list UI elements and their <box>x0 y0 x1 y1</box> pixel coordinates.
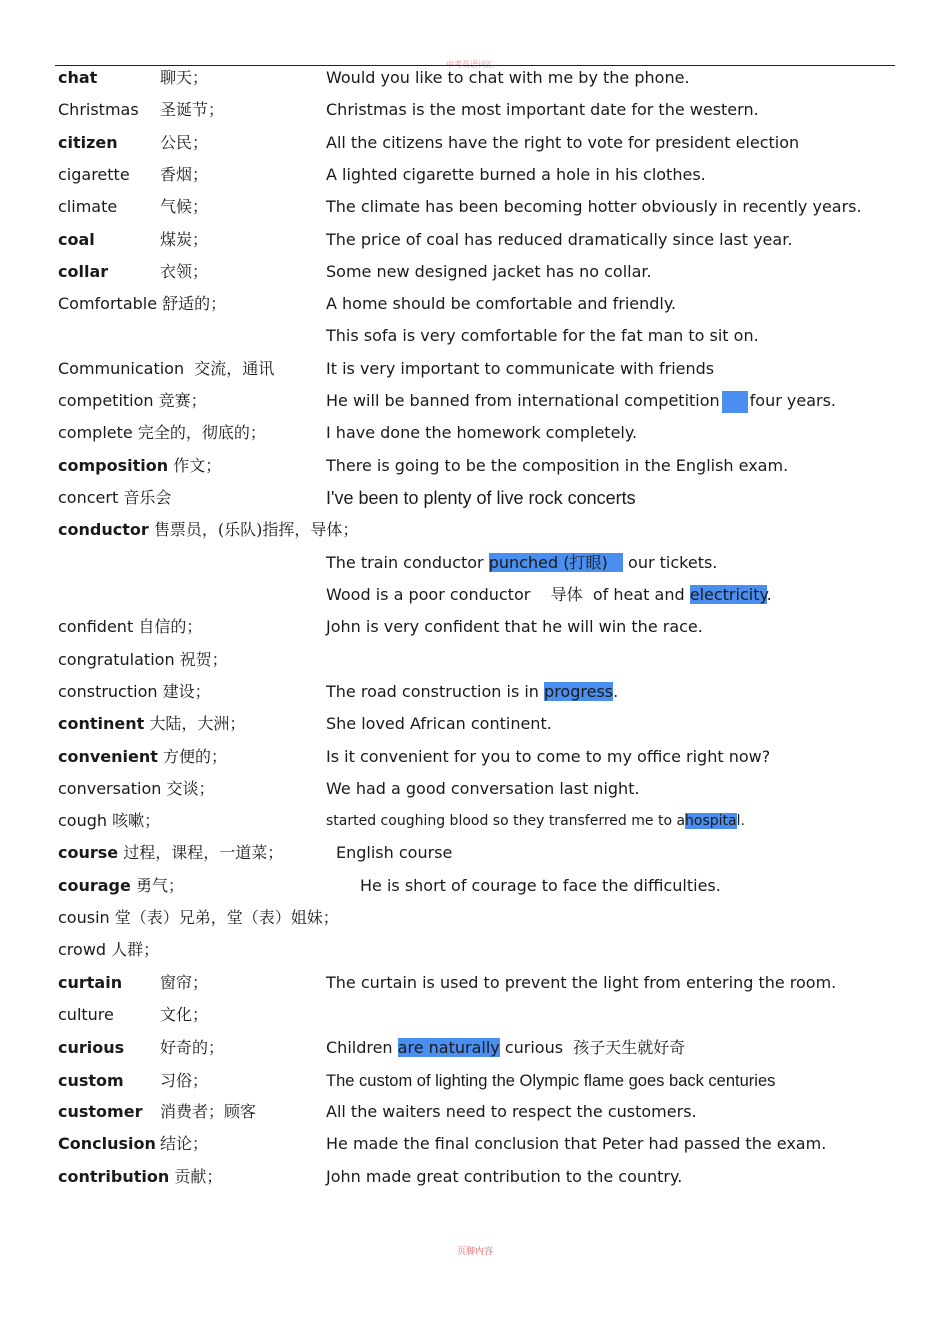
highlight-phrase: electricity <box>689 585 767 604</box>
vocab-row-crowd <box>0 938 950 962</box>
vocab-meaning: 圣诞节； <box>160 100 225 119</box>
vocab-row-curtain <box>0 971 950 995</box>
vocab-word-text: cousin <box>58 908 110 927</box>
vocab-row-comfortable-extra <box>0 324 950 348</box>
example-sentence <box>326 680 618 704</box>
example-sentence: There is going to be the composition in the English exam. <box>326 456 789 475</box>
sentence-part: He will be banned from international competition <box>326 391 720 410</box>
vocab-word <box>58 680 211 704</box>
vocab-word-text: continent <box>58 714 145 733</box>
sentence-part: The train conductor <box>326 553 484 572</box>
vocab-row-customer <box>0 1100 950 1124</box>
vocab-meaning: 窗帘； <box>160 973 209 992</box>
vocab-word <box>58 777 215 801</box>
vocab-row-curious <box>0 1036 950 1060</box>
sentence-part: . <box>613 682 619 701</box>
example-sentence: She loved African continent. <box>326 714 552 733</box>
vocab-meaning: 交谈； <box>166 779 215 798</box>
vocab-word: climate <box>58 197 118 216</box>
vocab-row-competition <box>0 389 950 413</box>
vocab-meaning: 交流，通讯 <box>194 359 275 378</box>
highlight-phrase: hospita <box>685 813 737 829</box>
vocab-word <box>58 745 227 769</box>
highlight-blank <box>722 391 748 413</box>
example-sentence: All the waiters need to respect the customers. <box>326 1102 697 1121</box>
vocab-word <box>58 389 207 413</box>
vocab-word: Christmas <box>58 100 139 119</box>
vocab-row-custom <box>0 1069 950 1093</box>
example-sentence: He made the final conclusion that Peter had passed the exam. <box>326 1134 827 1153</box>
vocab-meaning: 自信的； <box>138 617 203 636</box>
example-sentence: The climate has been becoming hotter obviously in recently years. <box>326 197 862 216</box>
vocab-word: curious <box>58 1038 125 1057</box>
vocab-row-continent <box>0 712 950 736</box>
vocab-word: culture <box>58 1005 114 1024</box>
sentence-part: . <box>766 585 772 604</box>
example-sentence: The curtain is used to prevent the light from entering the room. <box>326 973 837 992</box>
vocab-meaning: 售票员，(乐队)指挥，导体； <box>153 520 359 539</box>
vocab-word-text: congratulation <box>58 650 175 669</box>
vocab-word-text: composition <box>58 456 169 475</box>
page-footer: 页脚内容 <box>456 1247 493 1257</box>
vocab-word <box>58 938 159 962</box>
vocab-row-concert <box>0 486 950 510</box>
vocab-row-cigarette <box>0 163 950 187</box>
example-sentence <box>326 551 717 575</box>
example-sentence <box>326 1036 685 1060</box>
vocab-word-text: Communication <box>58 359 185 378</box>
vocab-row-chat <box>0 66 950 90</box>
vocab-meaning: 衣领； <box>160 262 209 281</box>
vocab-word: collar <box>58 262 109 281</box>
vocab-row-conductor <box>0 518 950 542</box>
vocab-word-text: Comfortable <box>58 294 158 313</box>
vocab-row-conversation <box>0 777 950 801</box>
vocab-row-courage <box>0 874 950 898</box>
vocab-meaning: 习俗； <box>160 1071 209 1090</box>
vocab-row-cough <box>0 809 950 833</box>
vocab-word-text: conversation <box>58 779 162 798</box>
example-sentence: Would you like to chat with me by the phone. <box>326 68 690 87</box>
header-watermark: 中考英语词汇 <box>446 60 494 69</box>
example-sentence: John is very confident that he will win the race. <box>326 617 703 636</box>
vocab-word-text: construction <box>58 682 158 701</box>
sentence-cn: 导体 <box>550 585 583 604</box>
vocab-word-text: conductor <box>58 520 149 539</box>
highlight-phrase: are naturally <box>397 1038 500 1057</box>
vocab-word: chat <box>58 68 98 87</box>
vocab-word <box>58 518 358 542</box>
highlight-phrase: progress <box>544 682 614 701</box>
example-sentence: We had a good conversation last night. <box>326 779 640 798</box>
vocab-row-communication <box>0 357 950 381</box>
vocab-meaning: 文化； <box>160 1005 209 1024</box>
vocab-row-conductor-ex1 <box>0 551 950 575</box>
vocab-meaning: 结论； <box>160 1134 209 1153</box>
example-sentence <box>326 583 772 607</box>
vocab-word-text: contribution <box>58 1167 170 1186</box>
highlight-text: punched (打眼) <box>488 553 608 572</box>
vocab-meaning: 公民； <box>160 133 209 152</box>
vocab-word-text: confident <box>58 617 134 636</box>
highlight-phrase <box>489 553 623 572</box>
vocab-meaning: 祝贺； <box>179 650 228 669</box>
sentence-part: four years. <box>749 391 837 410</box>
vocab-meaning: 作文； <box>173 456 222 475</box>
vocab-row-course <box>0 841 950 865</box>
vocab-word <box>58 648 228 672</box>
vocab-word <box>58 357 274 381</box>
vocab-meaning: 建设； <box>162 682 211 701</box>
vocab-word: Conclusion <box>58 1134 156 1153</box>
vocab-word <box>58 841 283 865</box>
vocab-word <box>58 454 221 478</box>
vocab-word-text: course <box>58 843 119 862</box>
example-sentence: It is very important to communicate with friends <box>326 359 715 378</box>
example-sentence: John made great contribution to the country. <box>326 1167 683 1186</box>
vocab-word-text: courage <box>58 876 131 895</box>
vocab-meaning: 煤炭； <box>160 230 209 249</box>
example-sentence <box>326 389 836 413</box>
vocab-word: customer <box>58 1102 143 1121</box>
vocab-row-culture <box>0 1003 950 1027</box>
vocab-meaning: 好奇的； <box>160 1038 225 1057</box>
vocab-meaning: 气候； <box>160 197 209 216</box>
vocab-word <box>58 421 266 445</box>
vocab-word: coal <box>58 230 95 249</box>
vocab-meaning: 香烟； <box>160 165 209 184</box>
vocab-word <box>58 906 339 930</box>
sentence-part: Wood is a poor conductor <box>326 585 531 604</box>
vocab-row-congratulation <box>0 648 950 672</box>
example-sentence: English course <box>336 843 453 862</box>
sentence-part: curious <box>504 1038 564 1057</box>
vocab-row-conductor-ex2 <box>0 583 950 607</box>
vocab-meaning: 贡献； <box>174 1167 223 1186</box>
vocab-meaning: 勇气； <box>135 876 184 895</box>
example-sentence: The price of coal has reduced dramatically since last year. <box>326 230 793 249</box>
vocab-word-text: complete <box>58 423 133 442</box>
example-sentence: He is short of courage to face the difficulties. <box>360 876 721 895</box>
vocab-row-composition <box>0 454 950 478</box>
vocab-row-christmas <box>0 98 950 122</box>
vocab-word <box>58 712 245 736</box>
vocab-word <box>58 1165 222 1189</box>
example-sentence: All the citizens have the right to vote for president election <box>326 133 800 152</box>
vocab-meaning: 人群； <box>111 940 160 959</box>
vocab-row-climate <box>0 195 950 219</box>
vocab-word-text: cough <box>58 811 108 830</box>
vocab-row-comfortable <box>0 292 950 316</box>
vocab-word <box>58 615 202 639</box>
vocab-row-cousin <box>0 906 950 930</box>
vocab-word: citizen <box>58 133 118 152</box>
sentence-part: our tickets. <box>628 553 718 572</box>
vocab-word-text: concert <box>58 488 119 507</box>
vocab-meaning: 竞赛； <box>158 391 207 410</box>
vocab-meaning: 消费者；顾客 <box>160 1102 257 1121</box>
vocab-word-text: crowd <box>58 940 107 959</box>
vocab-word: cigarette <box>58 165 130 184</box>
sentence-part: Children <box>326 1038 393 1057</box>
vocab-row-confident <box>0 615 950 639</box>
vocab-meaning: 聊天； <box>160 68 209 87</box>
vocab-row-contribution <box>0 1165 950 1189</box>
vocab-word-text: convenient <box>58 747 158 766</box>
example-sentence: I have done the homework completely. <box>326 423 638 442</box>
vocab-row-construction <box>0 680 950 704</box>
vocab-meaning: 咳嗽； <box>112 811 161 830</box>
vocab-meaning: 方便的； <box>163 747 228 766</box>
vocab-word <box>58 486 171 510</box>
vocab-row-citizen <box>0 131 950 155</box>
vocab-meaning: 堂（表）兄弟，堂（表）姐妹； <box>114 908 339 927</box>
vocab-row-conclusion <box>0 1132 950 1156</box>
vocab-meaning: 音乐会 <box>123 488 172 507</box>
example-sentence: I've been to plenty of live rock concerts <box>326 488 636 508</box>
sentence-part: The road construction is in <box>326 682 539 701</box>
example-sentence: A home should be comfortable and friendly. <box>326 294 677 313</box>
example-sentence: Is it convenient for you to come to my office right now? <box>326 747 771 766</box>
vocab-row-coal <box>0 228 950 252</box>
vocab-meaning: 完全的，彻底的； <box>137 423 266 442</box>
example-sentence: Some new designed jacket has no collar. <box>326 262 652 281</box>
vocab-word-text: competition <box>58 391 154 410</box>
vocab-row-collar <box>0 260 950 284</box>
vocab-row-convenient <box>0 745 950 769</box>
vocab-word <box>58 809 160 833</box>
vocab-meaning: 过程，课程，一道菜； <box>123 843 284 862</box>
sentence-cn: 孩子天生就好奇 <box>573 1038 686 1057</box>
example-sentence: A lighted cigarette burned a hole in his clothes. <box>326 165 706 184</box>
example-sentence: The custom of lighting the Olympic flame goes back centuries <box>326 1072 776 1090</box>
vocab-row-complete <box>0 421 950 445</box>
vocab-word: custom <box>58 1071 124 1090</box>
sentence-part: l. <box>736 813 745 829</box>
vocab-meaning: 大陆，大洲； <box>149 714 246 733</box>
example-sentence: Christmas is the most important date for the western. <box>326 100 759 119</box>
sentence-part: of heat and <box>592 585 685 604</box>
example-sentence: This sofa is very comfortable for the fat man to sit on. <box>326 326 759 345</box>
vocab-word: curtain <box>58 973 123 992</box>
vocab-word <box>58 874 184 898</box>
sentence-part: started coughing blood so they transferred me to a <box>326 813 686 829</box>
vocab-meaning: 舒适的； <box>162 294 227 313</box>
vocab-word <box>58 292 226 316</box>
example-sentence <box>326 809 745 833</box>
